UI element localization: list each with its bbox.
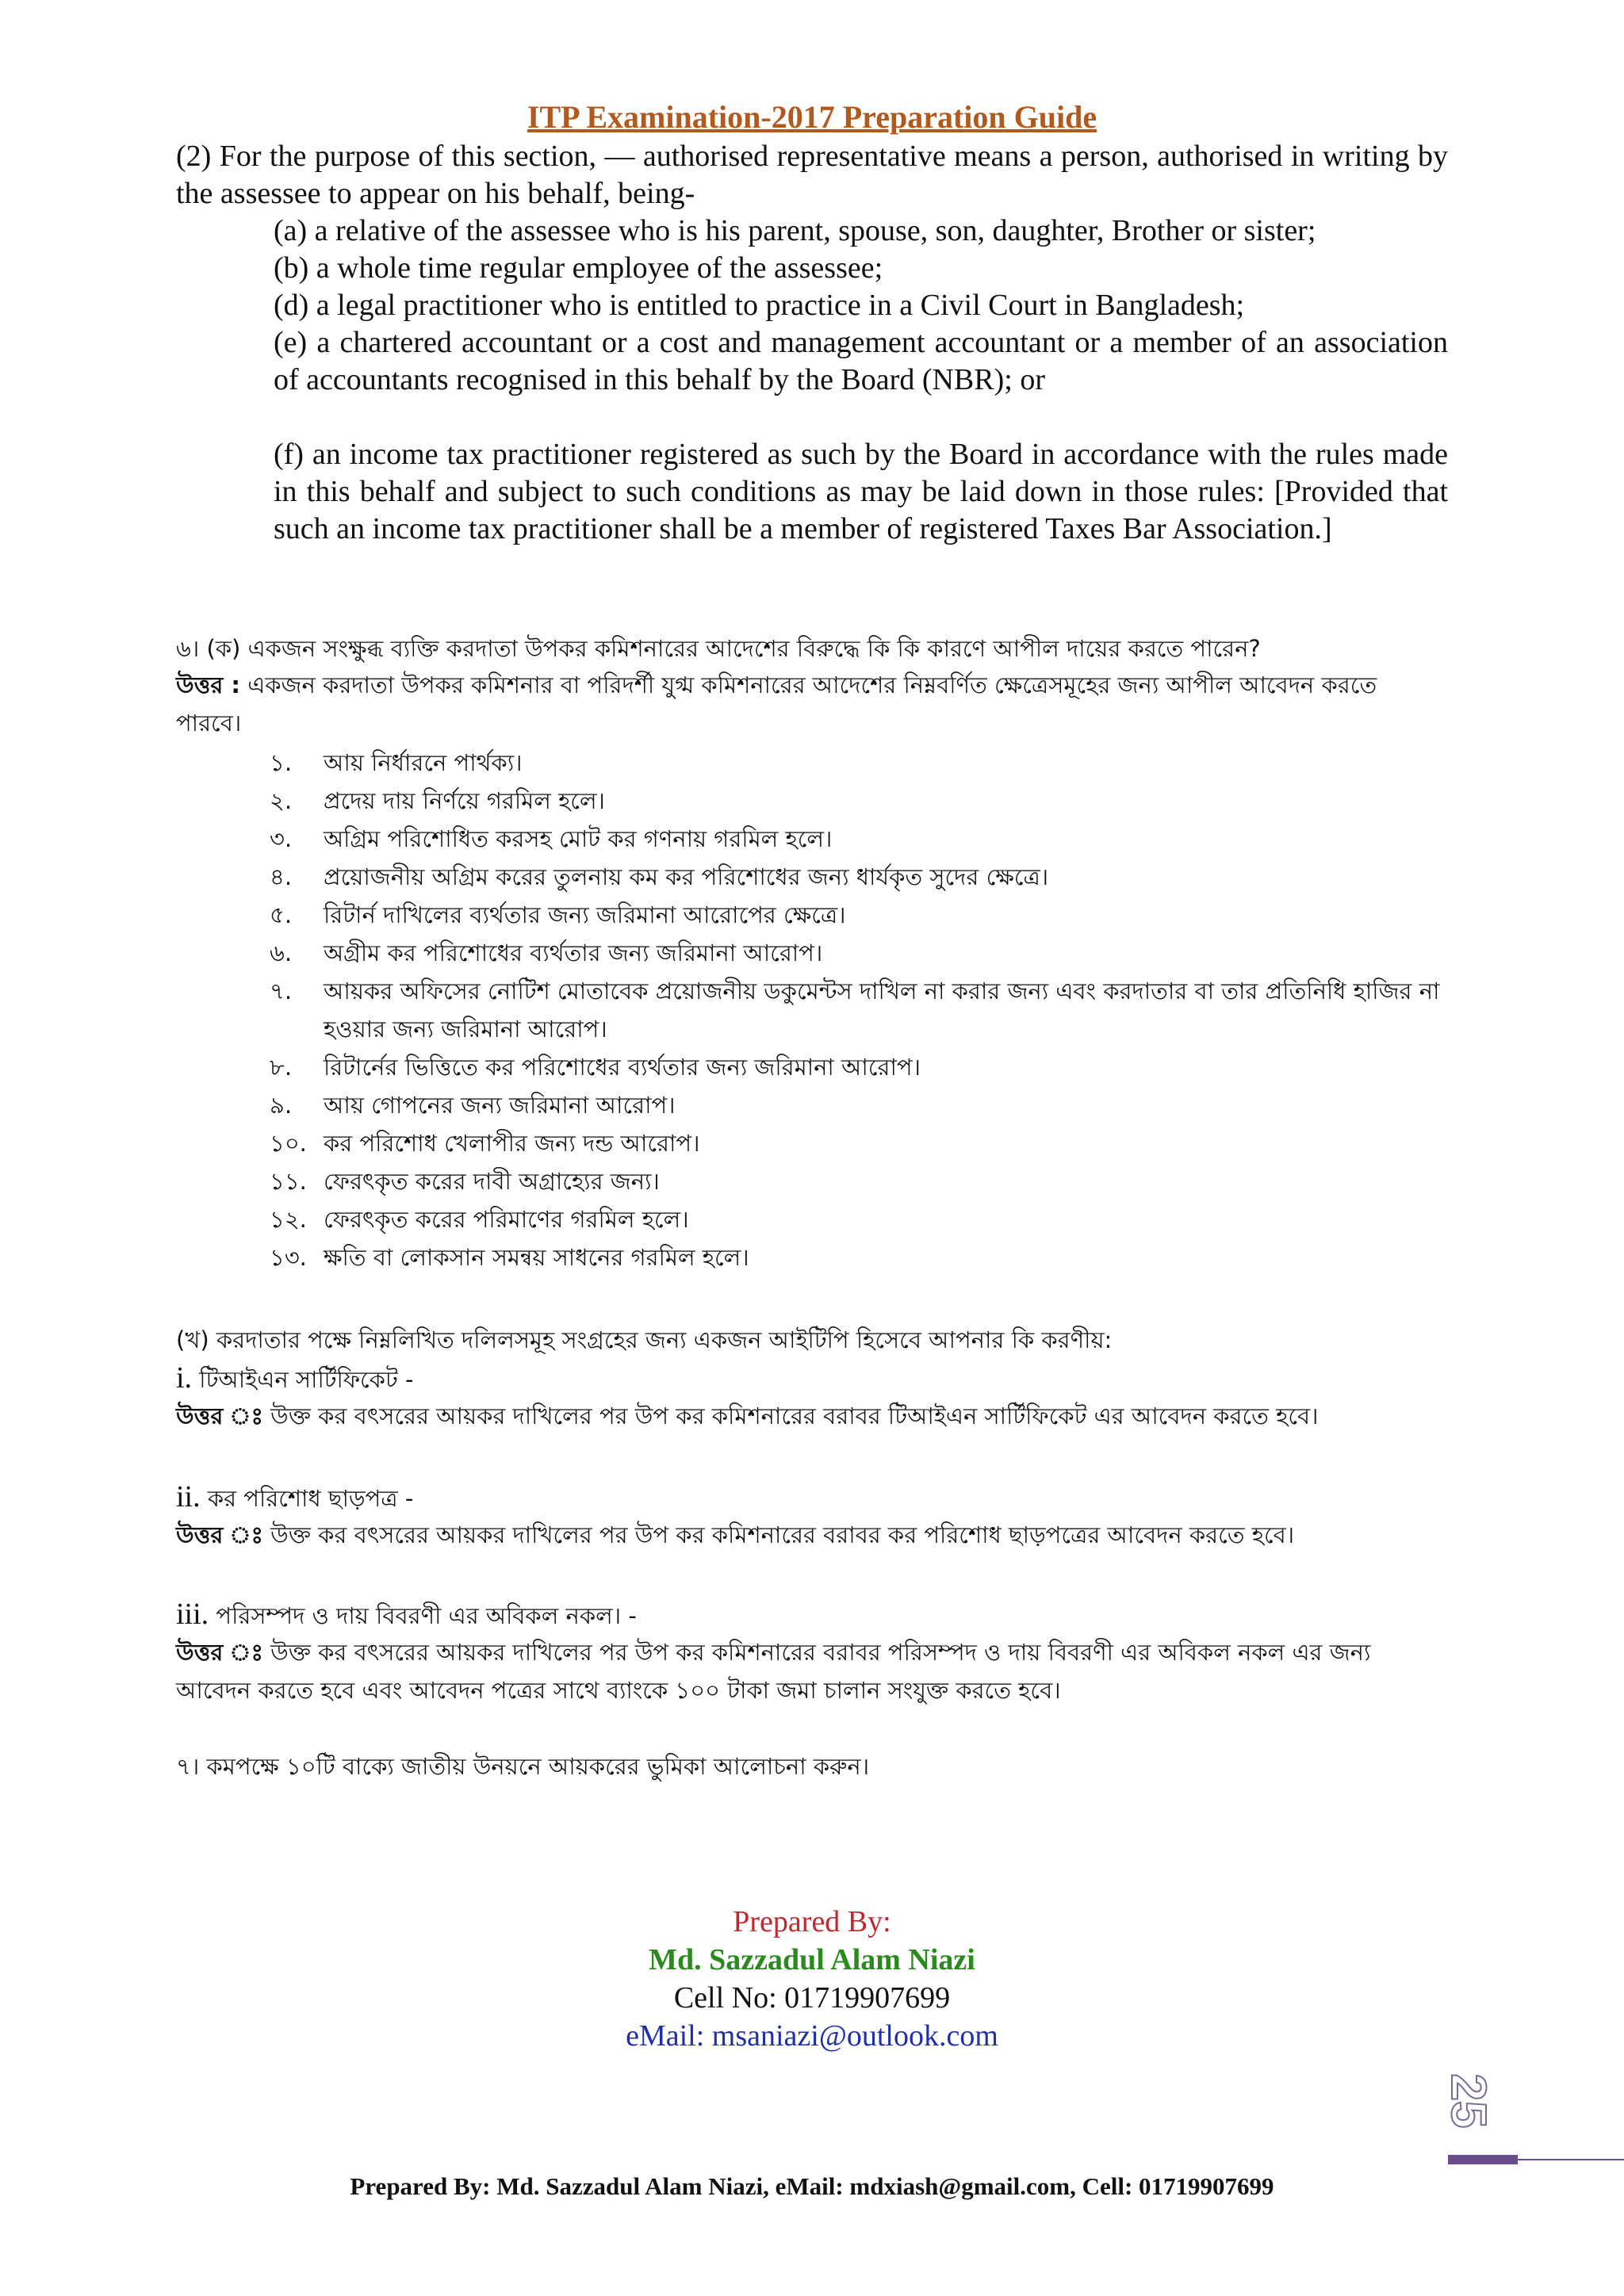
question-6-answer xyxy=(176,666,1448,742)
appeal-reasons-list xyxy=(270,744,1448,1276)
list-item: ২. প্রদেয় দায় নির্ণয়ে গরমিল হলে। xyxy=(270,787,605,814)
cell-number: Cell No: 01719907699 xyxy=(673,1981,951,2015)
list-item: ১০. কর পরিশোধ খেলাপীর জন্য দন্ড আরোপ। xyxy=(270,1130,700,1157)
question-6-part-b: (খ) করদাতার পক্ষে নিম্নলিখিত দলিলসমূহ সংগ্রহের জন্য একজন আইটিপি হিসেবে আপনার কি করণীয়: xyxy=(176,1326,1113,1353)
section-2-item-d: (d) a legal practitioner who is entitled to practice in a Civil Court in Bangladesh; xyxy=(274,289,1245,322)
section-2-item-a: (a) a relative of the assessee who is his parent, spouse, son, daughter, Brother or sister; xyxy=(274,214,1316,247)
answer-text: একজন করদাতা উপকর কমিশনার বা পরিদর্শী যুগ্ম কমিশনারের আদেশের নিম্নবর্ণিত ক্ষেত্রেসমূহের জন্য আপীল আবেদন করতে পারবে। xyxy=(176,672,1377,737)
prepared-by-block xyxy=(0,1903,1624,2055)
page-number: 25 xyxy=(1441,2073,1496,2129)
footer-rule-thin xyxy=(1518,2159,1624,2160)
sub-ii-answer: উত্তর ঃ উক্ত কর বৎসরের আয়কর দাখিলের পর উপ কর কমিশনারের বরাবর কর পরিশোধ ছাড়পত্রের আবেদন করতে হবে। xyxy=(176,1521,1295,1548)
list-item: ৭. আয়কর অফিসের নোটিশ মোতাবেক প্রয়োজনীয় ডকুমেন্টস দাখিল না করার জন্য এবং করদাতার বা তার প্রতিনিধি হাজির না হওয়ার জন্য জরিমানা আরোপ। xyxy=(270,978,1440,1043)
answer-label: উত্তর : xyxy=(176,672,240,698)
list-item: ১১. ফেরৎকৃত করের দাবী অগ্রাহ্যের জন্য। xyxy=(270,1168,660,1195)
sub-i-title: i. টিআইএন সার্টিফিকেট - xyxy=(176,1361,414,1395)
list-item: ৬. অগ্রীম কর পরিশোধের ব্যর্থতার জন্য জরিমানা আরোপ। xyxy=(270,939,823,966)
list-item: ৫. রিটার্ন দাখিলের ব্যর্থতার জন্য জরিমানা আরোপের ক্ষেত্রে। xyxy=(270,901,846,928)
page-title: ITP Examination-2017 Preparation Guide xyxy=(527,99,1097,135)
question-6: ৬। (ক) একজন সংক্ষুব্ধ ব্যক্তি করদাতা উপকর কমিশনারের আদেশের বিরুদ্ধে কি কি কারণে আপীল দায়ের করতে পারেন? xyxy=(176,635,1261,662)
page-footer: Prepared By: Md. Sazzadul Alam Niazi, eMail: mdxiash@gmail.com, Cell: 01719907699 xyxy=(350,2172,1274,2200)
question-7: ৭। কমপক্ষে ১০টি বাক্যে জাতীয় উনয়নে আয়করের ভুমিকা আলোচনা করুন। xyxy=(176,1753,870,1780)
footer-rule-thick xyxy=(1448,2155,1518,2164)
list-item: ১. আয় নির্ধারনে পার্থক্য। xyxy=(270,749,523,776)
list-item: ১৩. ক্ষতি বা লোকসান সমন্বয় সাধনের গরমিল হলে। xyxy=(270,1244,749,1271)
list-item: ৪. প্রয়োজনীয় অগ্রিম করের তুলনায় কম কর পরিশোধের জন্য ধার্যকৃত সুদের ক্ষেত্রে। xyxy=(270,863,1049,890)
sub-iii-title: iii. পরিসম্পদ ও দায় বিবরণী এর অবিকল নকল। - xyxy=(176,1598,637,1631)
sub-i-answer: উত্তর ঃ উক্ত কর বৎসরের আয়কর দাখিলের পর উপ কর কমিশনারের বরাবর টিআইএন সার্টিফিকেট এর আবেদন করতে হবে। xyxy=(176,1402,1319,1429)
prepared-by-label: Prepared By: xyxy=(733,1905,891,1938)
list-item: ৮. রিটার্নের ভিত্তিতে কর পরিশোধের ব্যর্থতার জন্য জরিমানা আরোপ। xyxy=(270,1054,921,1081)
author-name: Md. Sazzadul Alam Niazi xyxy=(649,1943,975,1976)
list-item: ৯. আয় গোপনের জন্য জরিমানা আরোপ। xyxy=(270,1092,676,1119)
list-item: ১২. ফেরৎকৃত করের পরিমাণের গরমিল হলে। xyxy=(270,1206,689,1233)
email-address: eMail: msaniazi@outlook.com xyxy=(626,2019,998,2053)
section-2-item-f: (f) an income tax practitioner registered as such by the Board in accordance with the rules made in this behalf and subject to such conditions as may be laid down in those rules: [Provided that such an income tax practitioner shall be a member of registered Taxes Bar Association.] xyxy=(274,438,1448,545)
sub-ii-title: ii. কর পরিশোধ ছাড়পত্র - xyxy=(176,1480,414,1513)
sub-iii-answer: উত্তর ঃ উক্ত কর বৎসরের আয়কর দাখিলের পর উপ কর কমিশনারের বরাবর পরিসম্পদ ও দায় বিবরণী এর অবিকল নকল এর জন্য আবেদন করতে হবে এবং আবেদন পত্রের সাথে ব্যাংকে ১০০ টাকা জমা চালান সংযুক্ত করতে হবে। xyxy=(176,1639,1371,1704)
section-2-item-b: (b) a whole time regular employee of the assessee; xyxy=(274,251,883,285)
list-item: ৩. অগ্রিম পরিশোধিত করসহ মোট কর গণনায় গরমিল হলে। xyxy=(270,825,833,852)
section-2-item-e: (e) a chartered accountant or a cost and management accountant or a member of an association of accountants recognised in this behalf by the Board (NBR); or xyxy=(274,326,1448,396)
section-2-intro: (2) For the purpose of this section, — authorised representative means a person, authorised in writing by the assessee to appear on his behalf, being- xyxy=(176,140,1448,210)
